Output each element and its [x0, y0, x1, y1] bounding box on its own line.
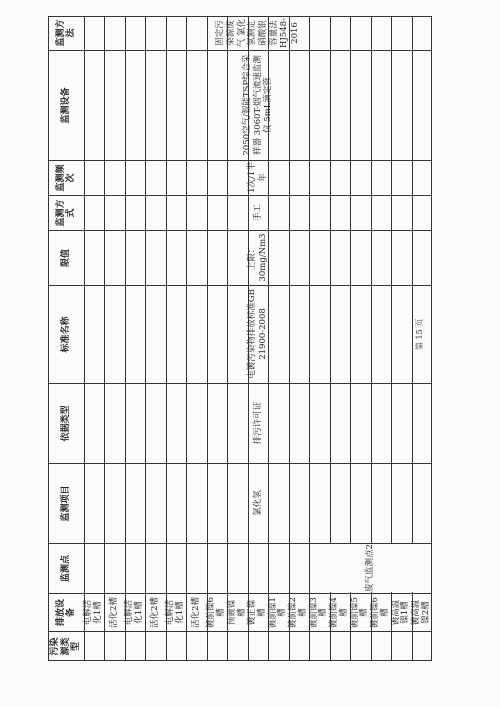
equipment-cell: 镀前镍5槽 — [350, 593, 370, 631]
equipment-cell: 活化2槽 — [186, 593, 206, 631]
equipment-cell: 镀前镍2槽 — [289, 593, 309, 631]
equipment-cell: 活化2槽 — [104, 593, 124, 631]
equipment-cell: 镀前镍3槽 — [309, 593, 329, 631]
page-number: 第 15 页 — [415, 318, 424, 350]
equipment-cell: 镀前镍4槽 — [330, 593, 350, 631]
merged-monitor-item: 氯化氢 — [252, 490, 263, 516]
header-frequency: 监测频次 — [48, 160, 84, 195]
header-monitor-point: 监测点 — [48, 543, 84, 593]
equipment-cell: 镀前镍6槽 — [371, 593, 391, 631]
merged-standard-name: 电镀污染物排放标准GB 21900-2008 — [247, 289, 268, 379]
header-monitor-method: 监测方式 — [48, 195, 84, 230]
header-method: 监测方法 — [55, 19, 76, 47]
equipment-cell: 镀正镍槽 — [248, 593, 268, 631]
equipment-cell: 电解活化1槽 — [84, 593, 104, 631]
merged-basis-type: 排污许可证 — [252, 401, 263, 445]
header-outlet-equipment: 排放设备 — [48, 593, 84, 631]
equipment-cell: 活化2槽 — [145, 593, 165, 631]
header-basis-type: 依据类型 — [48, 383, 84, 463]
equipment-cell: 镀前镍1槽 — [268, 593, 288, 631]
equipment-cell: 镀高温镍2槽 — [412, 593, 432, 631]
header-monitor-item: 监测项目 — [48, 463, 84, 543]
equipment-cell: 电解活化1槽 — [125, 593, 145, 631]
table-viewport — [48, 16, 432, 661]
equipment-cell: 镀高温镍1槽 — [391, 593, 411, 631]
merged-frequency: 1次/1半年 — [247, 162, 268, 193]
monitoring-table — [48, 16, 432, 661]
merged-equipment: 2050空气/智能TSP综合采样器 3060T-烟气流速监测仪 5mL滴定管 — [242, 54, 274, 156]
merged-monitor-method: 手工 — [252, 204, 263, 222]
merged-limit: 上限：30mg/Nm3 — [247, 233, 268, 282]
merged-method: 固定污染源废气 氯化氢测定 硝酸银容量法HJ548-2016 — [215, 18, 300, 48]
header-pollution-type: 污染源类型 — [48, 631, 84, 661]
equipment-cell: 电解活化1槽 — [166, 593, 186, 631]
equipment-cell: 预镀镍槽 — [227, 593, 247, 631]
table-frame — [48, 16, 432, 661]
merged-monitor-point: 废气监测点2 — [310, 544, 431, 592]
header-standard-name: 标准名称 — [48, 285, 84, 383]
equipment-cell: 镀前镍6槽 — [207, 593, 227, 631]
header-limit: 限值 — [48, 230, 84, 285]
header-equipment: 监测设备 — [48, 50, 84, 160]
